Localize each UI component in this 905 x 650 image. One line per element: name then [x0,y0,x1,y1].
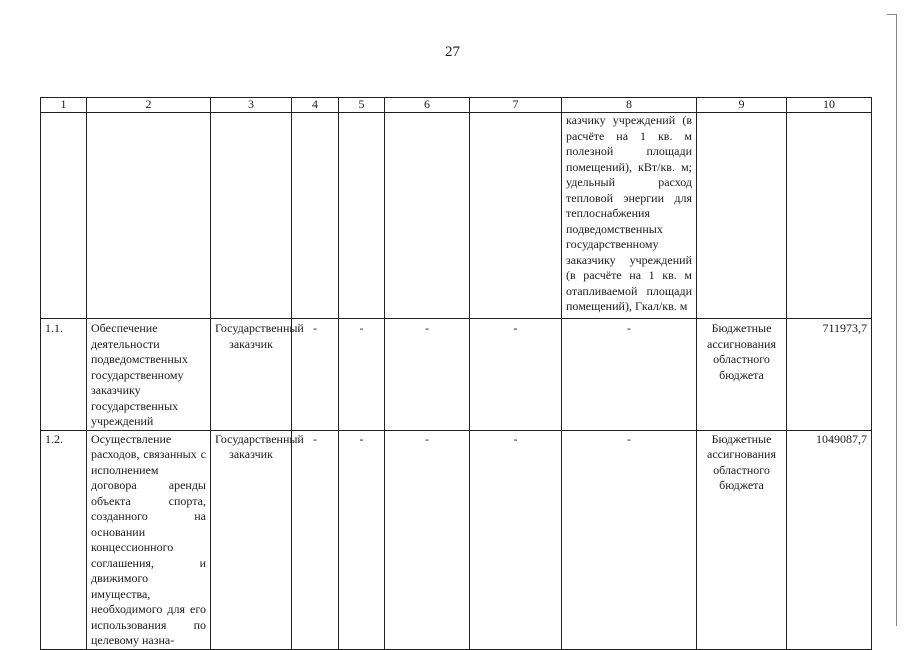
table-row [41,319,872,431]
column-header: 8 [562,98,697,113]
table-cell [470,113,562,319]
indicator-cell: казчику учреждений (в расчёте на 1 кв. м полезной площади помещений), кВт/кв. м; удельный расход тепловой энергии для теплоснабжения подведомственных государственному заказчику учреждений (в расчёте на 1 кв. м отапливаемой площади помещений), Гкал/кв. м [562,113,697,319]
table-cell [292,113,339,319]
table-cell: - [292,430,339,649]
table-cell: - [385,430,470,649]
indicator-cell: - [562,430,697,649]
column-header: 3 [211,98,292,113]
activity-name-cell: Осуществление расходов, связанных с исполнением договора аренды объекта спорта, созданного на основании концессионного соглашения, и движимого имущества, необходимого для его использования по целевому назна- [87,430,211,649]
table-cell: - [292,319,339,431]
column-header: 10 [787,98,872,113]
table-cell: - [470,319,562,431]
column-header: 7 [470,98,562,113]
page-edge-mark [888,14,897,626]
table-cell: - [339,319,385,431]
row-number-cell [41,113,87,319]
column-header: 1 [41,98,87,113]
column-header: 5 [339,98,385,113]
table-row [41,113,872,319]
table-cell [339,113,385,319]
column-number-row [41,98,872,113]
funding-source-cell: Бюджетные ассигнования областного бюджета [697,430,787,649]
executor-cell: Государственный заказчик [211,319,292,431]
table-cell: - [339,430,385,649]
indicator-cell: - [562,319,697,431]
table-cell [385,113,470,319]
amount-cell: 711973,7 [787,319,872,431]
amount-cell [787,113,872,319]
column-header: 9 [697,98,787,113]
column-header: 4 [292,98,339,113]
funding-source-cell [697,113,787,319]
funding-source-cell: Бюджетные ассигнования областного бюджета [697,319,787,431]
page-number: 27 [445,44,460,60]
row-number-cell: 1.2. [41,430,87,649]
table-cell: - [470,430,562,649]
column-header: 2 [87,98,211,113]
executor-cell: Государственный заказчик [211,430,292,649]
activity-name-cell: Обеспечение деятельности подведомственных государственному заказчику государственных учреждений [87,319,211,431]
program-table [40,97,872,650]
column-header: 6 [385,98,470,113]
activity-name-cell [87,113,211,319]
table-row [41,430,872,649]
amount-cell: 1049087,7 [787,430,872,649]
table-cell: - [385,319,470,431]
executor-cell [211,113,292,319]
row-number-cell: 1.1. [41,319,87,431]
